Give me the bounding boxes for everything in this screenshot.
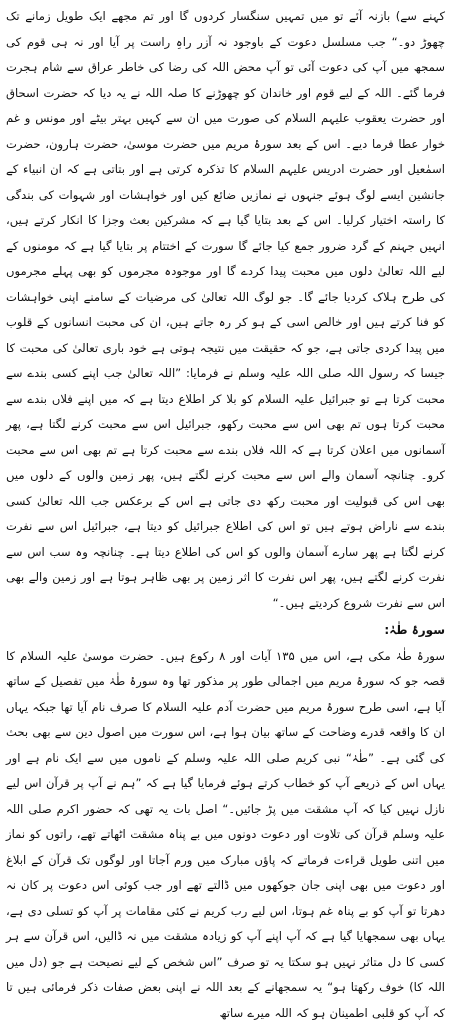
body-paragraph-2: سورۂ طٰہٰ مکی ہے، اس میں ۱۳۵ آیات اور ۸ رکوع ہیں۔ حضرت موسیٰ علیہ السلام کا قصہ جو کہ سورۂ مریم میں اجمالی طور پر مذکور تھا وہ سورۂ طٰہٰ میں تفصیل کے ساتھ آیا ہے، اسی طرح سورۂ مریم میں حضرت آدم علیہ السلام کا صرف نام آیا تھا جبکہ یہاں ان کا واقعہ قدرے وضاحت کے ساتھ بیان ہوا ہے، اس سورت میں اصول دین سے بھی بحث کی گئی ہے۔ ”طٰہٰ“ نبی کریم صلی اللہ علیہ وسلم کے ناموں میں سے ایک نام ہے اور یہاں اس کے ذریعے آپ کو خطاب کرتے ہوئے فرمایا گیا ہے کہ ”ہم نے آپ پر قرآن اس لیے نازل نہیں کیا کہ آپ مشقت میں پڑ جائیں۔“ اصل بات یہ تھی کہ حضور اکرم صلی اللہ علیہ وسلم قرآن کی تلاوت اور دعوت دونوں میں بے پناہ مشقت اٹھاتے تھے، راتوں کو نماز میں اتنی طویل قراءت فرماتے کہ پاؤں مبارک میں ورم آجاتا اور لوگوں تک قرآن کے ابلاغ اور دعوت میں بھی اپنی جان جوکھوں میں ڈالتے تھے اور جب کوئی اس دعوت پر کان نہ دھرتا تو آپ کو بے پناہ غم ہوتا، اس لیے رب کریم نے کئی مقامات پر آپ کو تسلی دی ہے، یہاں بھی سمجھایا گیا ہے کہ آپ اپنے آپ کو زیادہ مشقت میں نہ ڈالیں، اس قرآن سے ہر کسی کا دل متاثر نہیں ہو سکتا یہ تو صرف ”اس شخص کے لیے نصیحت ہے جو (دل میں اللہ کا) خوف رکھتا ہو“ یہ سمجھانے کے بعد اللہ نے اپنی بعض صفات ذکر فرمائی ہیں تا کہ آپ کو قلبی اطمینان ہو کہ اللہ میرے ساتھ: [6, 644, 445, 1026]
section-heading-surah-taha: سورۂ طٰہٰ:: [6, 618, 445, 644]
body-paragraph-1: کہنے سے) بازنہ آئے تو میں تمہیں سنگسار کردوں گا اور تم مجھے ایک طویل زمانے تک چھوڑ دو۔“ جب مسلسل دعوت کے باوجود نہ آزر راہِ راست پر آیا اور نہ ہی قوم کی سمجھ میں آپ کی دعوت آئی تو آپ محض اللہ کی رضا کی خاطر عراق سے شام ہجرت فرما گئے۔ اللہ کے لیے قوم اور خاندان کو چھوڑنے کا صلہ اللہ نے یہ دیا کہ حضرت اسحاق اور حضرت یعقوب علیہم السلام کی صورت میں ان سے کہیں بہتر بیٹے اور مونس و غم خوار عطا فرما دیے۔ اس کے بعد سورۂ مریم میں حضرت موسیٰ، حضرت ہارون، حضرت اسمٰعیل اور حضرت ادریس علیہم السلام کا تذکرہ کرتی ہے اور بتاتی ہے کہ ان انبیاء کے جانشین ایسے لوگ ہوئے جنہوں نے نمازیں ضائع کیں اور خواہشات اور شہوات کی بندگی کا راستہ اختیار کرلیا۔ اس کے بعد بتایا گیا ہے کہ مشرکین بعث وجزا کا انکار کرتے ہیں، انہیں جہنم کے گرد ضرور جمع کیا جائے گا سورت کے اختتام پر بتایا گیا ہے کہ مومنوں کے لیے اللہ تعالیٰ دلوں میں محبت پیدا کردے گا اور موجودہ مجرموں کو بھی پہلے مجرموں کی طرح ہلاک کردیا جائے گا۔ جو لوگ اللہ تعالیٰ کی مرضیات کے سامنے اپنی خواہشات کو فنا کرتے ہیں اور خالص اسی کے ہو کر رہ جاتے ہیں، ان کی محبت انسانوں کے قلوب میں پیدا کردی جاتی ہے، جو کہ حقیقت میں نتیجہ ہوتی ہے خود باری تعالیٰ کی محبت کا جیسا کہ رسول اللہ صلی اللہ علیہ وسلم نے فرمایا: ”اللہ تعالیٰ جب اپنے کسی بندے سے محبت کرتا ہے تو جبرائیل علیہ السلام کو بلا کر اطلاع دیتا ہے کہ میں اپنے فلاں بندے سے محبت کرتا ہوں تم بھی اس سے محبت رکھو، جبرائیل اس سے محبت کرنے لگتا ہے، پھر آسمانوں میں اعلان کرتا ہے کہ اللہ فلاں بندے سے محبت کرتا ہے تم بھی اس سے محبت کرو۔ چنانچہ آسمان والے اس سے محبت کرنے لگتے ہیں، پھر زمین والوں کے دلوں میں بھی اس کی قبولیت اور محبت رکھ دی جاتی ہے اس کے برعکس جب اللہ تعالیٰ کسی بندے سے ناراض ہوتے ہیں تو اس کی اطلاع جبرائیل کو دیتا ہے، جبرائیل اس سے نفرت کرنے لگتا ہے پھر سارے آسمان والوں کو اس کی اطلاع دیتا ہے۔ چنانچہ وہ سب اس سے نفرت کرنے لگتے ہیں، پھر اس نفرت کا اثر زمین پر بھی ظاہر ہوتا ہے اور زمین والے بھی اس سے نفرت شروع کردیتے ہیں۔“: [6, 4, 445, 616]
